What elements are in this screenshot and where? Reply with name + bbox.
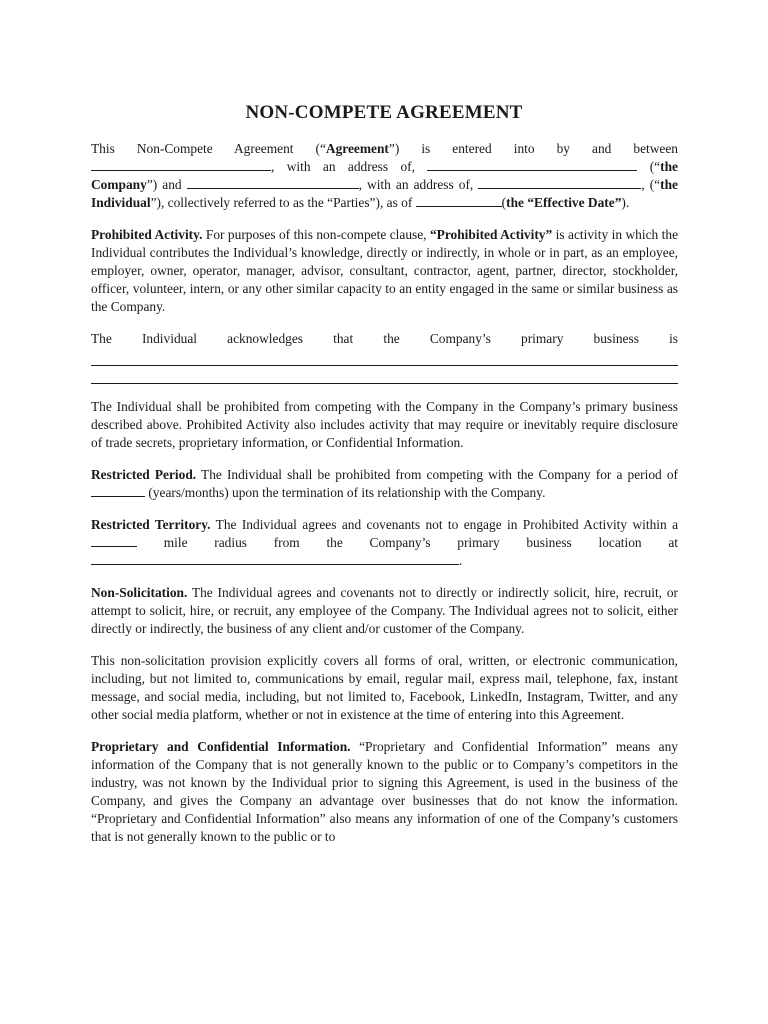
intro-text: ( [501, 195, 507, 210]
intro-bold-company: the Company [91, 159, 678, 192]
prohibited-activity-text: is activity in which the Individual contributes the Individual’s knowledge, directly or indirectly, in whole or in part, as an employee, employer, owner, operator, manager, advisor, consultant, contractor, agent, partner, director, stockholder, officer, volunteer, intern, or any other similar capacity to an entity engaged in the same or similar business as the Company. [91, 227, 679, 314]
intro-text: ). [621, 195, 630, 210]
proprietary-information-paragraph [91, 738, 678, 846]
prohibited-activity-term: “Prohibited Activity” [429, 227, 553, 242]
restricted-period-text: (years/months) upon the termination of its relationship with the Company. [145, 485, 546, 500]
individual-name-blank[interactable] [187, 176, 359, 189]
restricted-period-paragraph [91, 466, 678, 502]
intro-text: ”) is entered into by and between [388, 141, 678, 156]
intro-text: ”), collectively referred to as the “Parties”), as of [150, 195, 416, 210]
period-blank[interactable] [91, 484, 145, 497]
intro-text: , with an address of, [358, 177, 479, 192]
restricted-territory-text: The Individual agrees and covenants not to engage in Prohibited Activity within a [210, 517, 679, 532]
effective-date-blank[interactable] [416, 194, 502, 207]
company-name-blank[interactable] [91, 158, 271, 171]
proprietary-information-text: “Proprietary and Confidential Information” means any information of the Company that is not generally known to the public or to Company’s competitors in the industry, was not known by the Individual prior to signing this Agreement, is used in the business of the Company, and gives the Company an advantage over businesses that do not know the information. “Proprietary and Confidential Information” also means any information of one of the Company’s customers that is not generally known to the public or to [91, 739, 678, 844]
intro-text: (“ [637, 159, 661, 174]
intro-bold-effective-date: the “Effective Date” [506, 195, 622, 210]
non-solicitation-text: The Individual agrees and covenants not to directly or indirectly solicit, hire, recruit, or attempt to solicit, hire, or recruit, any employee of the Company. The Individual agrees not to solicit, either directly or indirectly, the business of any client and/or customer of the Company. [91, 585, 678, 636]
intro-text: This Non-Compete Agreement (“ [91, 141, 326, 156]
business-location-blank[interactable] [91, 552, 459, 565]
proprietary-information-heading: Proprietary and Confidential Information. [91, 739, 351, 754]
acknowledges-text: The Individual acknowledges that the Company’s primary business is [91, 331, 678, 346]
intro-paragraph [91, 140, 678, 212]
intro-bold-agreement: Agreement [325, 141, 389, 156]
prohibited-activity-text: For purposes of this non-compete clause, [202, 227, 430, 242]
intro-text: , with an address of, [271, 159, 428, 174]
restricted-territory-text: . [459, 553, 463, 568]
primary-business-paragraph [91, 330, 678, 384]
non-solicitation-paragraph [91, 584, 678, 638]
restricted-territory-paragraph [91, 516, 678, 570]
restricted-period-text: The Individual shall be prohibited from competing with the Company for a period of [196, 467, 678, 482]
restricted-period-heading: Restricted Period. [91, 467, 197, 482]
non-solicitation-scope-paragraph: This non-solicitation provision explicitly covers all forms of oral, written, or electronic communication, including, but not limited to, communications by email, regular mail, express mail, telephone, fax, instant message, and social media, including, but not limited to, Facebook, LinkedIn, Instagram, Twitter, and any other social media platform, whether or not in existence at the time of entering into this Agreement. [91, 653, 678, 722]
primary-business-blank-line-2[interactable] [91, 366, 678, 384]
individual-address-blank[interactable] [478, 176, 641, 189]
document-body [91, 140, 678, 860]
prohibited-activity-heading: Prohibited Activity. [91, 227, 203, 242]
intro-bold-individual: the Individual [91, 177, 678, 210]
document-title: NON-COMPETE AGREEMENT [245, 102, 523, 123]
mile-radius-blank[interactable] [91, 534, 137, 547]
prohibited-competing-paragraph: The Individual shall be prohibited from competing with the Company in the Company’s primary business described above. Prohibited Activity also includes activity that may require or inevitably require disclosure of trade secrets, proprietary information, or Confidential Information. [91, 399, 678, 450]
prohibited-activity-paragraph [91, 226, 678, 316]
intro-text: , (“ [641, 177, 661, 192]
restricted-territory-text: mile radius from the Company’s primary business location at [137, 535, 678, 550]
non-solicitation-heading: Non-Solicitation. [91, 585, 188, 600]
restricted-territory-heading: Restricted Territory. [91, 517, 211, 532]
intro-text: ”) and [146, 177, 187, 192]
primary-business-blank-line-1[interactable] [91, 348, 678, 366]
company-address-blank[interactable] [427, 158, 637, 171]
